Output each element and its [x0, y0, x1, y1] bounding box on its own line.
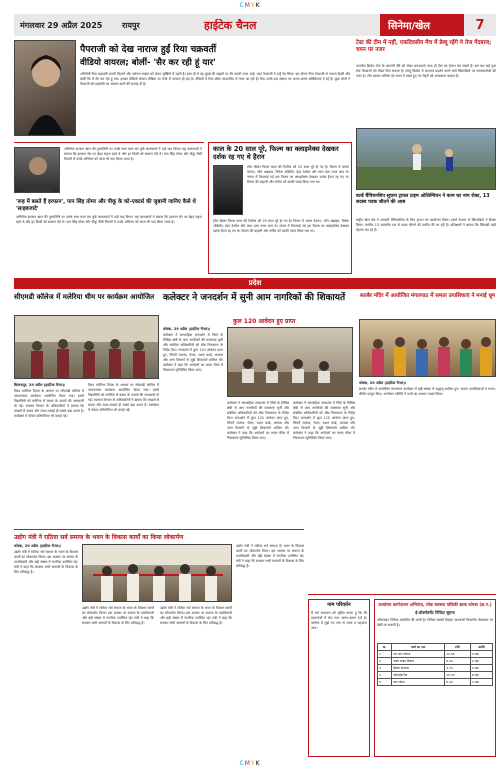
tender-table — [377, 643, 493, 686]
notice-body: मैं सर्व साधारण को सूचित करता हूं कि मेरे दस्तावेजों में मेरा नाम अलग-अलग दर्ज है। भविष्य में मुझे नए नाम से जाना व पहचाना जाए। — [311, 611, 367, 630]
irrfan-body-lead: अभिनेता इरफान खान की पुण्यतिथि पर उनके साथ काम कर चुके कलाकारों ने उन्हें याद किया। सह कलाकारों ने बताया कि इरफान सेट पर बेहद सहज रहते थे और हर किसी को सम्मान देते थे। पान सिंह तोमर और पीकू जैसी फिल्मों में उनके अभिनय को आज भी याद किया जाता है। — [64, 147, 202, 161]
ribbon-cutting-icon — [83, 545, 232, 602]
lead-body: अभिनेत्री रिया चक्रवर्ती अपनी फिल्मों और पर्सनल लाइफ को लेकर सुर्खियों में रहती हैं। हाल ही में वह मुंबई की सड़कों पर सैर करती नजर आईं, जहां पैपराजी ने उन्हें घेर लिया। इस दौरान रिया पैपराजी से नाराज दिखीं और बोलीं कि मैं सैर कर रही हूं यार। इसका वीडियो सोशल मीडिया पर तेजी से वायरल हो रहा है। वीडियो में रिया ब्लैक आउटफिट में नजर आ रही हैं। फैंस उनके इस अंदाज पर अलग-अलग प्रतिक्रियाएं दे रहे हैं। कुछ लोगों ने पैपराजी को प्राइवेसी का सम्मान करने की सलाह दी है। — [80, 72, 350, 86]
cricket-scene-icon — [357, 129, 496, 190]
lead-photo — [14, 40, 76, 136]
tender-table-header-cell: अवधि — [470, 643, 492, 650]
tender-table-cell: 4.75 — [445, 664, 471, 671]
tender-table-cell: 3 माह — [470, 650, 492, 657]
temple-body: सतबेर मंदिर में आयोजित मंगलपाठ कार्यक्रम में बड़ी संख्या में श्रद्धालु शामिल हुए। समता उपासिकाओं ने भजन-कीर्तन प्रस्तुत किए। आयोजन समिति ने सभी का आभार व्यक्त किया। — [359, 387, 496, 396]
tender-table-header-cell: कार्य का नाम — [392, 643, 445, 650]
lead-headline-1: पैपराजी को देख नाराज हुईं रिया चक्रवर्ती — [80, 44, 217, 55]
tender-table-cell: 2 माह — [470, 657, 492, 664]
malaria-headline: सीएमडी कॉलेज में मलेरिया थीम पर कार्यक्रम आयोजित — [14, 293, 155, 301]
tender-table-cell: 1 — [378, 650, 392, 657]
malaria-photo — [14, 315, 159, 379]
tender-table-cell: 6.40 — [445, 678, 471, 685]
registration-marks-top: CMYK — [239, 2, 261, 9]
tender-table-cell: 3 माह — [470, 678, 492, 685]
tender-table-row — [378, 671, 493, 678]
women-gathering-icon — [360, 320, 496, 377]
tender-table-header-cell: क्र. — [378, 643, 392, 650]
edition-city: रायपुर — [122, 20, 140, 30]
irrfan-body: अभिनेता इरफान खान की पुण्यतिथि पर उनके साथ काम कर चुके कलाकारों ने उन्हें याद किया। सह कलाकारों ने बताया कि इरफान सेट पर बेहद सहज रहते थे और हर किसी को सम्मान देते थे। पान सिंह तोमर और पीकू जैसी फिल्मों में उनके अभिनय को आज भी याद किया जाता है। — [16, 215, 202, 224]
sports-sub-body: राष्ट्रीय खेल संघ ने आगामी चैंपियनशिप के लिए ट्रायल का आयोजन किया। इसमें देशभर से खिलाड़ियों ने हिस्सा लिया। चयनित 13 सदस्यीय दल से पदक जीतने की उम्मीद की जा रही है। प्रशिक्षकों ने बताया कि खिलाड़ी कड़ी मेहनत कर रहे हैं। — [356, 218, 496, 232]
tender-table-cell: 2 — [378, 657, 392, 664]
section-title: सिनेमा/खेल — [380, 14, 464, 36]
collector-body-col1: कलेक्टर ने साप्ताहिक जनदर्शन में जिले के विभिन्न क्षेत्रों से आए नागरिकों की समस्याएं सुनीं और संबंधित अधिकारियों को शीघ्र निराकरण के निर्देश दिए। जनदर्शन में कुल 120 आवेदन प्राप्त हुए, जिनमें राजस्व, पेंशन, राशन कार्ड, आवास और अन्य विभागों से जुड़ी शिकायतें शामिल थीं। कलेक्टर ने कहा कि आवेदनों का समय सीमा में निराकरण सुनिश्चित किया जाए। — [163, 333, 223, 372]
registration-marks-bottom: CMYK — [239, 760, 261, 767]
page-header — [14, 14, 496, 36]
tender-table-cell: 8.20 — [445, 657, 471, 664]
tender-table-cell: हैंडपंप संधारण — [392, 664, 445, 671]
temple-headline: सतबेर मंदिर में आयोजित मंगलपाठ में समता उपासिकाएं ने मनाई धूम — [359, 293, 495, 299]
kaal-photo — [213, 165, 243, 215]
malaria-dateline: बिलासपुर, 29 अप्रैल (हाईटेक चैनल)। — [14, 383, 66, 387]
issue-date: मंगलवार 29 अप्रैल 2025 — [20, 20, 103, 30]
collector-body-col2: कलेक्टर ने साप्ताहिक जनदर्शन में जिले के विभिन्न क्षेत्रों से आए नागरिकों की समस्याएं सुनीं और संबंधित अधिकारियों को शीघ्र निराकरण के निर्देश दिए। जनदर्शन में कुल 120 आवेदन प्राप्त हुए, जिनमें राजस्व, पेंशन, राशन कार्ड, आवास और अन्य विभागों से जुड़ी शिकायतें शामिल थीं। कलेक्टर ने कहा कि आवेदनों का समय सीमा में निराकरण सुनिश्चित किया जाए। — [227, 401, 289, 440]
portrait-image-icon — [15, 41, 76, 136]
industry-headline: उद्योग मंत्री ने राठिया सर्व समाज के भवन के विकास कार्यों का किया लोकार्पण — [14, 534, 184, 541]
name-change-notice — [308, 599, 370, 757]
industry-body-col4: उद्योग मंत्री ने राठिया सर्व समाज के भवन के विकास कार्यों का लोकार्पण किया। इस अवसर पर समाज के पदाधिकारी और बड़ी संख्या में नागरिक उपस्थित रहे। मंत्री ने कहा कि सरकार सभी समाजों के विकास के लिए प्रतिबद्ध है। — [236, 544, 304, 568]
industry-body-col1: उद्योग मंत्री ने राठिया सर्व समाज के भवन के विकास कार्यों का लोकार्पण किया। इस अवसर पर समाज के पदाधिकारी और बड़ी संख्या में नागरिक उपस्थित रहे। मंत्री ने कहा कि सरकार सभी समाजों के विकास के लिए प्रतिबद्ध है। — [14, 550, 78, 574]
industry-body-col2: उद्योग मंत्री ने राठिया सर्व समाज के भवन के विकास कार्यों का लोकार्पण किया। इस अवसर पर समाज के पदाधिकारी और बड़ी संख्या में नागरिक उपस्थित रहे। मंत्री ने कहा कि सरकार सभी समाजों के विकास के लिए प्रतिबद्ध है। — [82, 606, 154, 625]
collector-headline: कलेक्टर ने जनदर्शन में सुनी आम नागरिकों की शिकायतें — [163, 293, 346, 303]
pradesh-label: प्रदेश — [248, 279, 262, 287]
tender-notice — [374, 599, 496, 757]
malaria-body-col1: विश्व मलेरिया दिवस के अवसर पर सीएमडी कॉलेज में जागरूकता कार्यक्रम आयोजित किया गया। इसमें विद्यार्थियों को मलेरिया से बचाव के उपायों की जानकारी दी गई। स्वास्थ्य विभाग के अधिकारियों ने बताया कि मच्छरों से बचाव और साफ-सफाई ही सबसे बड़ा उपाय है। कार्यक्रम में पोस्टर प्रतियोगिता भी कराई गई। — [14, 389, 84, 418]
notice-separator — [308, 594, 496, 595]
page-number: 7 — [475, 17, 485, 33]
tender-table-cell: ओवरहेड टैंक — [392, 671, 445, 678]
tender-body: ऑनलाइन निविदा आमंत्रित की जाती है। निविदा संबंधी विस्तृत जानकारी विभागीय वेबसाइट पर देखी जा सकती है। — [377, 617, 493, 627]
collector-photo — [227, 327, 353, 397]
industry-photo — [82, 544, 232, 602]
event-group-icon — [15, 316, 159, 379]
sports-story — [356, 40, 496, 274]
irrfan-headline: 'रूह में बसते हैं इरफान', पान सिंह तोमर और पीकू के को-एक्टर्स की जुबानी जानिए कैसे थे 'साहबजादे' — [16, 199, 196, 212]
malaria-story — [14, 293, 159, 525]
temple-dateline: कोरबा, 29 अप्रैल (हाईटेक चैनल)। — [359, 381, 407, 385]
tender-table-cell: 3 — [378, 664, 392, 671]
irrfan-story-box — [14, 142, 204, 274]
irrfan-photo — [14, 147, 60, 193]
tender-table-cell: 5 — [378, 678, 392, 685]
sports-sub-headline: वर्ल्ड चैंपियनशिप सूचना ट्रायल टाइम ओलिम्पियन ने काम का नाम रोका, 13 सदस्य पदक जीतने की आस — [356, 194, 490, 205]
kaal-body-lead: हॉरर थ्रिलर फिल्म काल की रिलीज को 20 साल पूरे हो गए हैं। फिल्म में अजय देवगन, जॉन अब्राहम, विवेक ओबेरॉय, ईशा देओल और लारा दत्ता नजर आए थे। जंगल में फिल्माई गई इस फिल्म का क्लाइमेक्स देखकर दर्शक हैरान रह गए थे। फिल्म की कहानी और संगीत को काफी पसंद किया गया था। — [247, 165, 349, 184]
tender-table-row — [378, 678, 493, 685]
industry-dateline: कोरबा, 29 अप्रैल (हाईटेक चैनल)। — [14, 544, 62, 548]
tender-subtitle: ई-प्रोक्योरमेंट निविदा सूचना — [415, 609, 455, 615]
collector-story — [163, 293, 355, 525]
temple-story — [359, 293, 496, 525]
collector-body-col3: कलेक्टर ने साप्ताहिक जनदर्शन में जिले के विभिन्न क्षेत्रों से आए नागरिकों की समस्याएं सुनीं और संबंधित अधिकारियों को शीघ्र निराकरण के निर्देश दिए। जनदर्शन में कुल 120 आवेदन प्राप्त हुए, जिनमें राजस्व, पेंशन, राशन कार्ड, आवास और अन्य विभागों से जुड़ी शिकायतें शामिल थीं। कलेक्टर ने कहा कि आवेदनों का समय सीमा में निराकरण सुनिश्चित किया जाए। — [293, 401, 355, 440]
sports-body: भारतीय क्रिकेट टीम के आगामी दौरे को लेकर चयनकर्ता जल्द ही टीम का ऐलान कर सकते हैं। इस बार कई युवा तेज गेंदबाजों को मौका मिल सकता है। घरेलू क्रिकेट में शानदार प्रदर्शन करने वाले खिलाड़ियों पर चयनकर्ताओं की नजर है। टीम प्रबंधन भविष्य को ध्यान में रखते हुए नए चेहरों को आजमाना चाहता है। — [356, 64, 496, 78]
tender-table-header — [378, 643, 493, 650]
kaal-headline: काल के 20 साल पूरे, फिल्म का क्लाइमेक्स देखकर दर्शक रह गए थे हैरान — [213, 145, 339, 161]
tender-table-row — [378, 650, 493, 657]
tender-table-cell: 15.30 — [445, 671, 471, 678]
collector-dateline: कोरबा, 29 अप्रैल (हाईटेक चैनल)। — [163, 327, 211, 331]
newspaper-brand: हाईटेक चैनल — [204, 18, 257, 32]
lead-headline-2: वीडियो वायरल; बोलीं- 'सैर कर रही हूं यार' — [80, 58, 216, 68]
sports-headline: टेस्ट की टीम में नहीं, एकदिवसीय मैच में डेब्यू रहेंगे ये तेज गेंदबाज; चयन पर नजर — [356, 40, 492, 53]
temple-photo — [359, 319, 496, 377]
kaal-body: हॉरर थ्रिलर फिल्म काल की रिलीज को 20 साल पूरे हो गए हैं। फिल्म में अजय देवगन, जॉन अब्राहम, विवेक ओबेरॉय, ईशा देओल और लारा दत्ता नजर आए थे। जंगल में फिल्माई गई इस फिल्म का क्लाइमेक्स देखकर दर्शक हैरान रह गए थे। फिल्म की कहानी और संगीत को काफी पसंद किया गया था। — [213, 219, 349, 233]
notice-title: नाम परिवर्तन — [327, 602, 351, 608]
sports-photo — [356, 128, 496, 190]
industry-story — [14, 529, 304, 757]
tender-table-cell: 6 माह — [470, 671, 492, 678]
portrait-image-icon — [15, 148, 60, 193]
tender-table-row — [378, 657, 493, 664]
tender-table-row — [378, 664, 493, 671]
kaal-story-box — [208, 142, 352, 274]
tender-table-cell: नल जल योजना — [392, 650, 445, 657]
tender-table-cell: 2 माह — [470, 664, 492, 671]
tender-table-cell: पाइप लाइन विस्तार — [392, 657, 445, 664]
tender-title: कार्यालय कार्यपालन अभियंता, लोक स्वास्थ्य यांत्रिकी खण्ड कोरबा (छ.ग.) — [378, 602, 492, 607]
tender-table-cell: 4 — [378, 671, 392, 678]
tender-table-cell: जल शोधन — [392, 678, 445, 685]
industry-body-col3: उद्योग मंत्री ने राठिया सर्व समाज के भवन के विकास कार्यों का लोकार्पण किया। इस अवसर पर समाज के पदाधिकारी और बड़ी संख्या में नागरिक उपस्थित रहे। मंत्री ने कहा कि सरकार सभी समाजों के विकास के लिए प्रतिबद्ध है। — [160, 606, 232, 625]
malaria-body-col2: विश्व मलेरिया दिवस के अवसर पर सीएमडी कॉलेज में जागरूकता कार्यक्रम आयोजित किया गया। इसमें विद्यार्थियों को मलेरिया से बचाव के उपायों की जानकारी दी गई। स्वास्थ्य विभाग के अधिकारियों ने बताया कि मच्छरों से बचाव और साफ-सफाई ही सबसे बड़ा उपाय है। कार्यक्रम में पोस्टर प्रतियोगिता भी कराई गई। — [88, 383, 159, 412]
meeting-hall-icon — [228, 328, 353, 397]
collector-subheadline: कुल 120 आवेदन हुए प्राप्त — [233, 318, 296, 325]
tender-table-header-cell: राशि — [445, 643, 471, 650]
pradesh-section-band — [14, 278, 496, 289]
tender-table-cell: 12.50 — [445, 650, 471, 657]
